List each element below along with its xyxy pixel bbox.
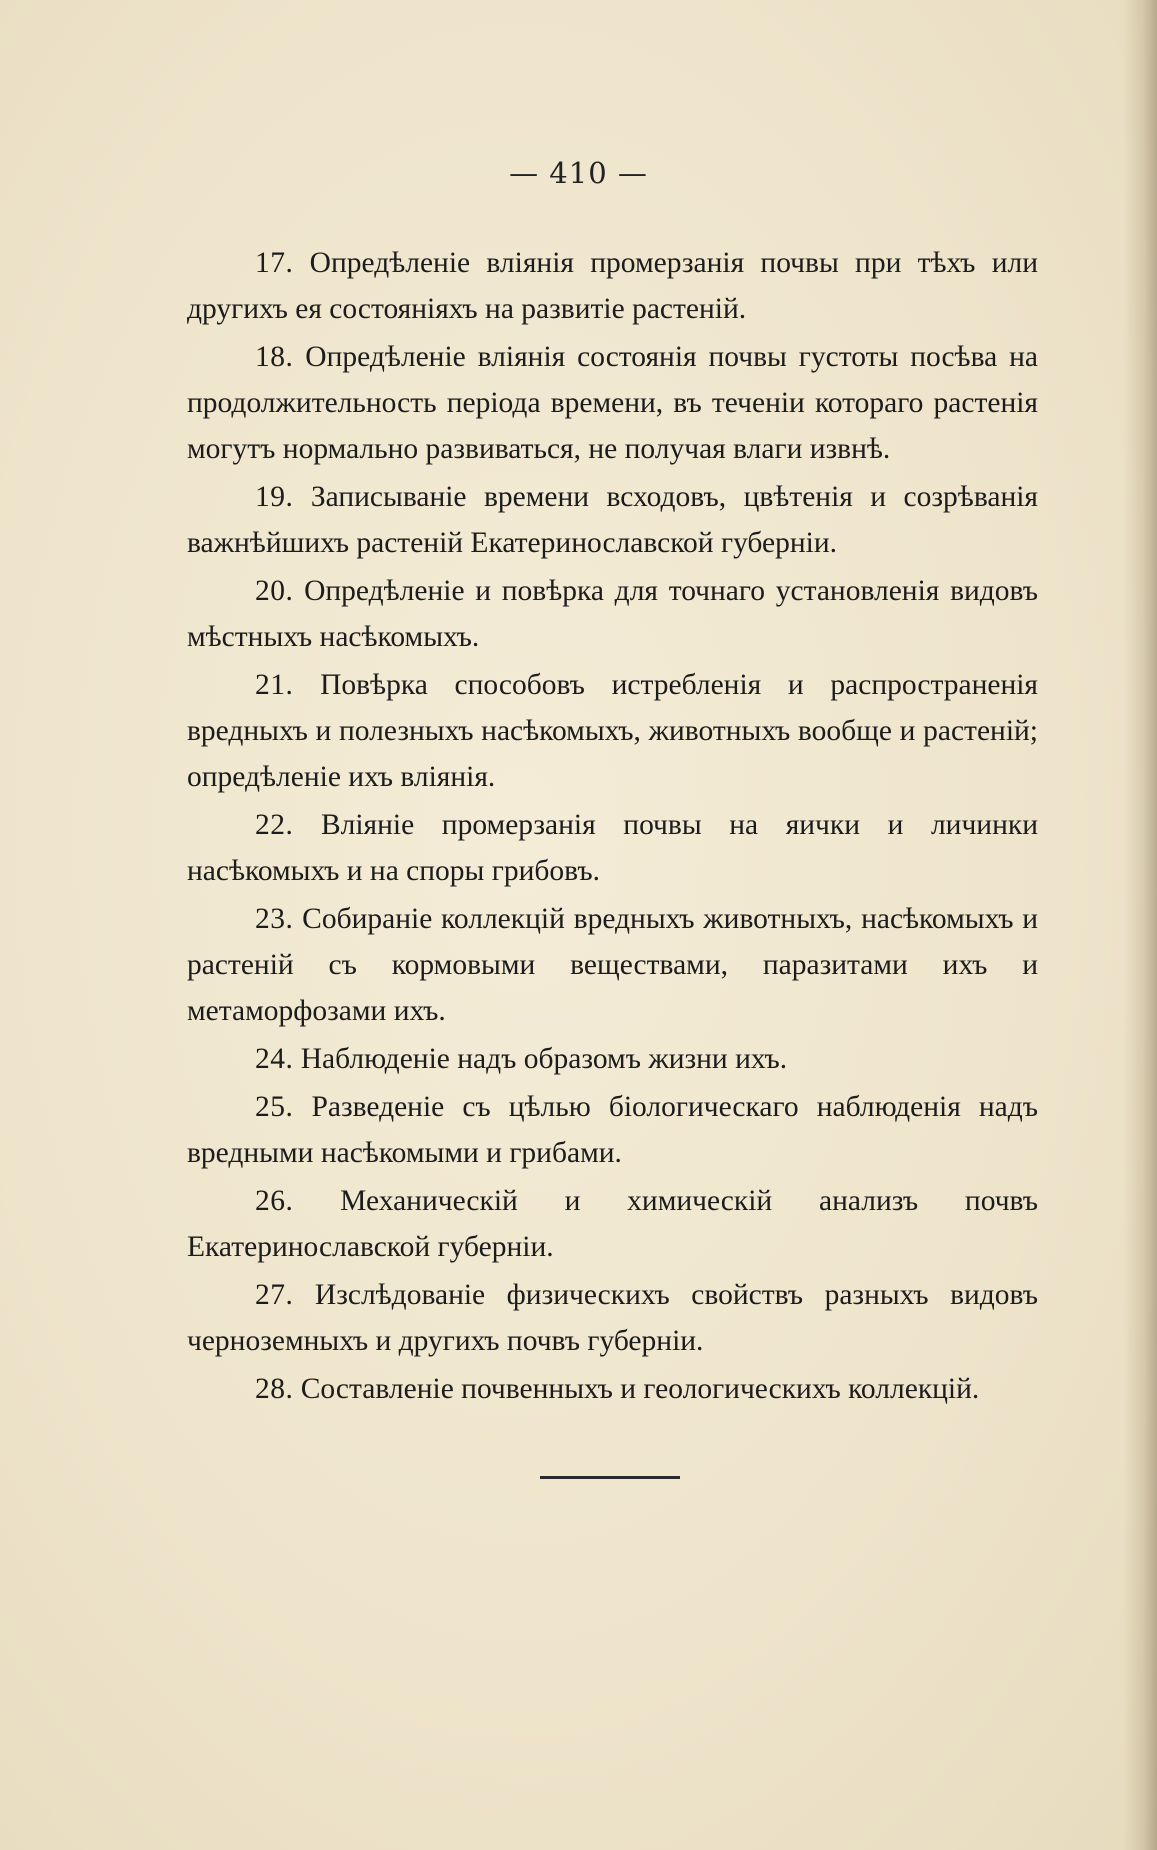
list-item-21: [187, 662, 1038, 800]
item-text: Составленіе почвенныхъ и геологическихъ коллекцій.: [300, 1373, 980, 1405]
list-item-19: [187, 474, 1038, 566]
item-number: 25.: [255, 1091, 294, 1123]
item-text: Повѣрка способовъ истребленія и распространенія вредныхъ и полезныхъ насѣкомыхъ, животныхъ вообще и растеній; опредѣленіе ихъ вліянія.: [187, 669, 1038, 793]
list-item-26: [187, 1178, 1038, 1270]
item-text: Изслѣдованіе физическихъ свойствъ разныхъ видовъ черноземныхъ и другихъ почвъ губерніи.: [187, 1279, 1038, 1357]
page-number: — 410 —: [509, 156, 648, 190]
list-item-25: [187, 1084, 1038, 1176]
item-number: 17.: [255, 247, 294, 279]
item-number: 18.: [255, 341, 294, 373]
item-text: Наблюденіе надъ образомъ жизни ихъ.: [300, 1043, 788, 1075]
list-item-24: [187, 1036, 1038, 1082]
item-text: Опредѣленіе вліянія состоянія почвы густоты посѣва на продолжительность періода времени, въ теченіи котораго растенія могутъ нормально развиваться, не получая влаги извнѣ.: [187, 341, 1038, 465]
item-number: 27.: [255, 1279, 294, 1311]
item-text: Вліяніе промерзанія почвы на яички и личинки насѣкомыхъ и на споры грибовъ.: [187, 809, 1039, 887]
list-item-23: [187, 896, 1038, 1034]
page-edge-shadow: [1123, 0, 1157, 1850]
item-number: 23.: [255, 903, 294, 935]
item-text: Опредѣленіе и повѣрка для точнаго установленія видовъ мѣстныхъ насѣкомыхъ.: [187, 575, 1038, 653]
list-item-28: [187, 1366, 1038, 1412]
list-item-17: [187, 240, 1038, 332]
item-text: Записываніе времени всходовъ, цвѣтенія и созрѣванія важнѣйшихъ растеній Екатеринославской губерніи.: [187, 481, 1039, 559]
item-text: Механическій и химическій анализъ почвъ Екатеринославской губерніи.: [187, 1185, 1038, 1263]
list-item-22: [187, 802, 1038, 894]
item-number: 24.: [255, 1043, 294, 1075]
item-number: 21.: [255, 669, 294, 701]
item-text: Собираніе коллекцій вредныхъ животныхъ, насѣкомыхъ и растеній съ кормовыми веществами, паразитами ихъ и метаморфозами ихъ.: [187, 903, 1038, 1027]
list-item-20: [187, 568, 1038, 660]
item-number: 26.: [255, 1185, 294, 1217]
end-rule-divider: [540, 1476, 680, 1479]
item-number: 22.: [255, 809, 294, 841]
item-number: 20.: [255, 575, 294, 607]
item-number: 28.: [255, 1373, 294, 1405]
item-text: Опредѣленіе вліянія промерзанія почвы при тѣхъ или другихъ ея состояніяхъ на развитіе растеній.: [187, 247, 1038, 325]
list-item-27: [187, 1272, 1038, 1364]
list-item-18: [187, 334, 1038, 472]
item-number: 19.: [255, 481, 294, 513]
numbered-list: [187, 240, 1038, 1414]
item-text: Разведеніе съ цѣлью біологическаго наблюденія надъ вредными насѣкомыми и грибами.: [187, 1091, 1038, 1169]
